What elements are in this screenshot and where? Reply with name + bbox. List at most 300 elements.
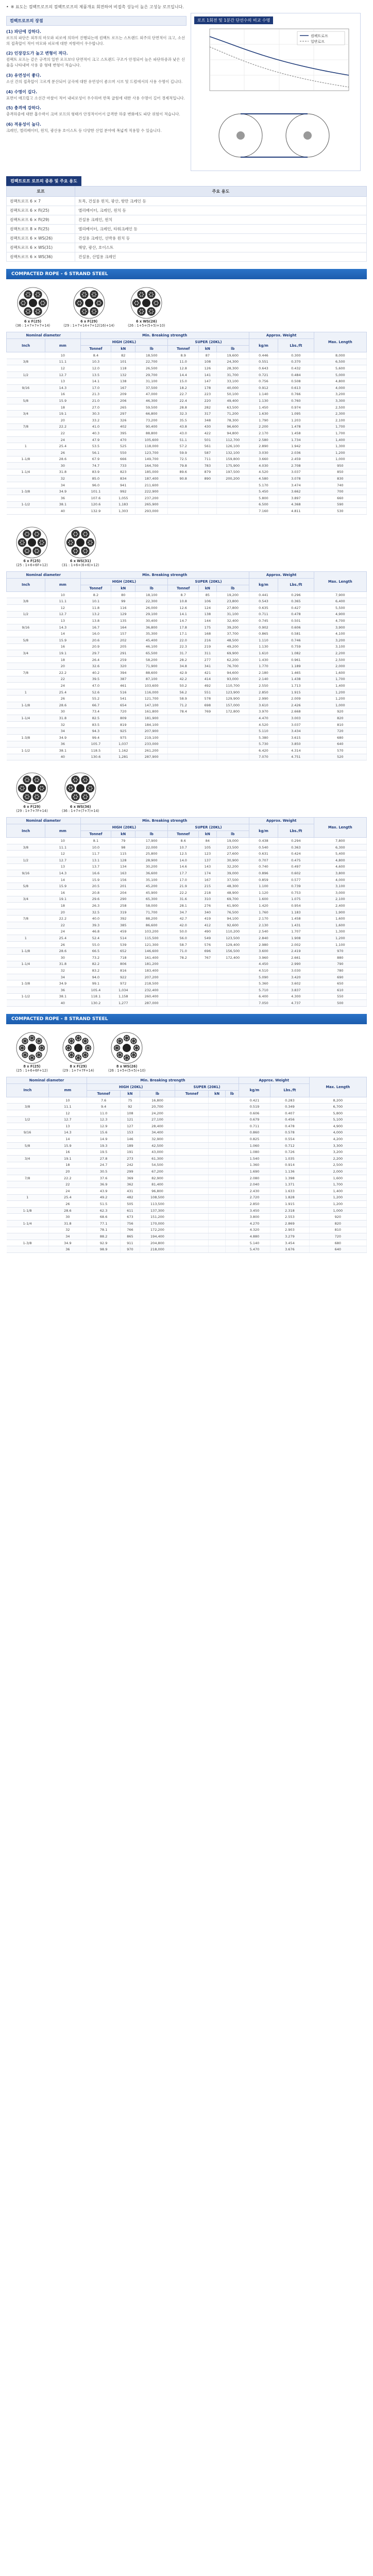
table-cell: 14.6 [168,863,199,870]
table-cell: 0.446 [249,352,278,359]
table-cell: 1,303 [111,508,135,515]
table-cell [7,1168,49,1175]
table-row [7,928,367,935]
table-cell: 16 [45,643,80,650]
table-cell: 66.7 [80,702,111,708]
table-cell: 40.0 [80,916,111,922]
table-cell: 36 [45,987,80,993]
table-cell [175,1168,209,1175]
table-cell: 673 [121,1214,140,1221]
table-cell: 90.8 [168,476,199,482]
table-row [7,508,367,515]
table-cell [7,1097,49,1104]
table-cell: 39.5 [80,676,111,683]
table-cell: 0.577 [278,876,314,883]
table-cell: 132,100 [216,449,249,456]
col-inch: Inch [7,578,45,591]
table-cell [199,987,217,993]
table-cell [7,1123,49,1130]
table-cell [168,1000,199,1007]
table-cell: 0.606 [239,1110,270,1116]
table-cell: 13 [48,1123,87,1130]
table-cell: 2.850 [239,1201,270,1208]
table-cell: 14.4 [168,371,199,378]
table-cell [175,1129,209,1136]
table-cell: 242 [121,1162,140,1168]
table-cell: 50.0 [168,928,199,935]
table-cell: 219,100 [135,734,168,741]
table-row [7,896,367,903]
table-cell: 77.1 [87,1221,121,1227]
table-cell: 0.746 [278,637,314,644]
table-cell: 1.450 [249,404,278,411]
table-cell: 20 [45,663,80,670]
table-cell: 55.0 [80,941,111,948]
spec-row [7,206,367,215]
table-cell: 3,800 [314,870,366,877]
table-cell: 4.751 [278,754,314,760]
table-cell: 30 [45,463,80,469]
table-cell: 96.0 [80,482,111,488]
spec-rope: 컴팩트로프 8 × Fi(25) [7,225,75,234]
table-cell [175,1149,209,1156]
rope-figure-formula: (26 : 1+5+(5+5)+10) [128,324,165,328]
table-cell: 4.510 [249,968,278,974]
table-cell: 79 [111,838,135,844]
table-cell: 24 [45,436,80,443]
table-cell: 4.030 [249,463,278,469]
table-cell: 175 [199,624,217,631]
table-cell: 50,100 [216,391,249,398]
table-cell: 1.100 [249,883,278,890]
table-cell: 71.0 [168,948,199,955]
table-cell [7,631,45,637]
table-cell: 149,700 [135,456,168,463]
rope-figure [15,772,48,813]
table-cell: 0.363 [278,844,314,851]
table-cell: 10.3 [80,359,111,365]
table-cell: 1.478 [278,423,314,430]
table-cell: 1,200 [314,449,366,456]
table-row [7,863,367,870]
rope-section [6,515,367,760]
table-cell: 174 [199,870,217,877]
table-cell: 126,100 [216,443,249,450]
table-cell: 287,900 [135,754,168,760]
table-cell: 157 [111,631,135,637]
table-cell: 4,000 [314,384,366,391]
table-cell: 720 [111,708,135,715]
feature-body: 로프의 파단은 외부의 마모와 피로에 의하여 진행되는데 컴팩트 로프는 스트랜드 외주의 단면적이 크고, 소선의 접촉압이 적어 마모와 피로에 대한 저항력이 우수합니다. [6,36,185,46]
table-cell: 2.990 [278,961,314,968]
table-cell: 19.1 [45,896,80,903]
table-cell [168,508,199,515]
table-cell: 48,900 [216,890,249,896]
table-cell: 216 [199,637,217,644]
table-cell: 211,600 [135,482,168,488]
table-cell [225,1123,239,1130]
table-cell: 12 [45,365,80,372]
table-cell: 89.6 [168,469,199,476]
rope-cross-section-icon [15,526,48,559]
table-cell [209,1181,225,1188]
table-cell: 10 [45,838,80,844]
table-row [7,1142,367,1149]
table-cell: 1-1/8 [7,702,45,708]
table-cell: 740 [314,482,366,488]
rope-figure [62,772,99,813]
table-cell: 30,200 [135,863,168,870]
table-cell: 38.1 [45,748,80,754]
table-cell: 99.4 [80,734,111,741]
table-cell: 34 [48,1233,87,1240]
table-cell: 2.140 [249,676,278,683]
rope-cross-section-icon [15,772,48,805]
table-cell: 24 [45,683,80,689]
table-cell: 129,400 [216,941,249,948]
table-cell: 29.7 [80,650,111,657]
table-cell: 161,800 [135,708,168,715]
table-cell: 9/16 [7,1129,49,1136]
table-row [7,689,367,696]
table-cell: 20.5 [80,883,111,890]
table-cell: 7/8 [7,423,45,430]
table-cell: 369 [121,1175,140,1181]
table-cell: 6.500 [249,501,278,508]
table-cell: 3.897 [278,495,314,502]
comparison-graph [194,26,354,104]
rope-figure-formula: (29 : 1+7+7F+14) [16,809,48,814]
table-cell: 40 [45,508,80,515]
table-cell: 1 [7,443,45,450]
table-cell: 311 [199,650,217,657]
rope-section [6,1014,367,1253]
col-mm: mm [45,339,80,352]
table-cell: 94,100 [216,916,249,922]
col-weight: Approx. Weight [249,332,314,339]
table-cell: 1-1/8 [7,1207,49,1214]
table-cell [168,734,199,741]
table-cell: 108 [121,1110,140,1116]
table-cell: 1,700 [314,423,366,430]
table-cell: 4,800 [314,857,366,864]
table-cell: 118.1 [80,993,111,1000]
table-cell: 14 [48,1136,87,1143]
table-cell: 30.5 [87,1168,121,1175]
table-cell [7,495,45,502]
table-cell [175,1104,209,1110]
table-cell: 58.9 [168,696,199,702]
table-cell: 76,700 [216,663,249,670]
table-cell [7,391,45,398]
table-cell: 1,037 [111,741,135,748]
table-cell: 14.1 [168,611,199,618]
rope-figure-name: 6 x F(25) [24,319,42,324]
table-cell: 1,162 [111,748,135,754]
table-row [7,476,367,482]
table-cell: 1,000 [309,1207,366,1214]
table-cell: 22.3 [168,643,199,650]
table-cell: 57.2 [168,443,199,450]
table-cell: 204,800 [140,1240,175,1246]
table-cell [7,876,45,883]
table-cell: 27,600 [216,851,249,857]
table-cell [225,1181,239,1188]
bullet-icon: • [6,5,9,9]
table-cell: 1.908 [278,935,314,942]
table-cell: 3.800 [239,1214,270,1221]
table-cell: 146,600 [135,948,168,955]
table-cell: 2.980 [249,941,278,948]
table-cell: 4.368 [278,501,314,508]
table-cell: 168 [199,631,217,637]
table-cell: 71,900 [135,663,168,670]
table-cell: 118,000 [135,443,168,450]
table-cell: 0.759 [278,643,314,650]
table-cell: 4.880 [239,1233,270,1240]
col-nominal: Nominal diameter [7,818,81,824]
table-cell: 90,400 [135,423,168,430]
table-cell: 1.790 [249,417,278,423]
table-row [7,754,367,760]
table-cell: 1.140 [249,391,278,398]
table-cell: 1,700 [314,676,366,683]
table-cell: 1,281 [111,754,135,760]
table-cell [168,974,199,980]
table-cell: 232,400 [135,987,168,993]
table-cell: 113,500 [140,1201,175,1208]
table-row [7,1156,367,1162]
table-cell [7,1246,49,1253]
table-cell [7,1233,49,1240]
table-cell: 570 [314,748,366,754]
table-row [7,987,367,993]
table-row [7,1201,367,1208]
table-cell: 550 [314,993,366,1000]
table-cell [7,476,45,482]
table-cell: 13.8 [80,618,111,624]
table-cell [7,863,45,870]
table-cell [7,436,45,443]
spec-row [7,234,367,243]
col-nominal: Nominal diameter [7,332,81,339]
table-cell [7,708,45,715]
table-cell: 26 [45,449,80,456]
table-cell: 1,600 [314,669,366,676]
table-cell: 0.540 [249,844,278,851]
table-cell: 71,200 [216,411,249,417]
table-cell: 0.954 [278,903,314,909]
table-cell: 58,000 [135,903,168,909]
table-cell: 3.279 [270,1233,310,1240]
table-cell: 2.661 [278,954,314,961]
table-cell: 69,900 [216,650,249,657]
table-cell: 720 [309,1233,366,1240]
table-cell: 62,200 [216,656,249,663]
table-cell: 5,600 [314,365,366,372]
table-cell: 15.9 [45,398,80,404]
table-cell: 28,400 [140,1123,175,1130]
table-cell: 4.270 [239,1221,270,1227]
table-cell: 37,700 [216,631,249,637]
table-cell: 1.458 [278,916,314,922]
table-cell: 28.6 [48,1207,87,1214]
rope-figure-formula: (36 : 1+7+(7+7)+14) [62,809,99,814]
table-cell: 12.3 [87,1116,121,1123]
table-cell [209,1156,225,1162]
table-cell: 700 [314,488,366,495]
table-cell: 7.6 [87,1097,121,1104]
table-cell: 2.170 [249,430,278,437]
table-cell: 1.633 [270,1188,310,1195]
table-cell [7,1000,45,1007]
table-row [7,1233,367,1240]
table-cell: 0.421 [239,1097,270,1104]
table-cell: 94,600 [216,669,249,676]
rope-cross-section-icon [110,1031,143,1064]
table-cell: 1.458 [278,430,314,437]
table-cell: 153 [121,1129,140,1136]
table-row [7,909,367,916]
table-cell: 27.8 [87,1156,121,1162]
table-cell: 107.6 [80,495,111,502]
table-cell [216,715,249,722]
table-cell [209,1142,225,1149]
table-cell: 972 [111,980,135,987]
feature-body: 컴팩트 로프는 같은 규격의 일반 로프보다 단면적이 크고 스트랜드 구조가 안정되어 높은 파단하중과 낮은 신율을 나타내며 사용 중 형태 변형이 적습니다. [6,57,185,68]
table-cell: 970 [314,948,366,955]
table-cell: 1.095 [278,411,314,417]
table-cell [168,482,199,488]
table-cell [7,974,45,980]
table-cell: 12.7 [48,1116,87,1123]
col-unit: lb [135,585,168,591]
table-cell [168,741,199,748]
table-cell: 189 [121,1142,140,1149]
table-cell: 4.580 [249,476,278,482]
table-cell: 1.183 [278,909,314,916]
feature-title: (3) 유연성이 좋다. [6,73,41,78]
table-row [7,631,367,637]
table-cell: 35.5 [168,417,199,423]
table-cell: 2.553 [270,1214,310,1221]
table-cell: 26,000 [135,605,168,612]
table-cell: 2.130 [249,922,278,929]
table-cell: 12.7 [45,857,80,864]
col-super: SUPER (20KL) [175,1083,239,1090]
table-cell: 1.203 [278,417,314,423]
table-cell: 1.770 [249,663,278,670]
table-cell: 16 [45,391,80,398]
table-cell [175,1110,209,1116]
table-cell: 1.130 [249,643,278,650]
col-breaking: Min. Breaking strength [80,818,249,824]
table-cell: 43.0 [168,430,199,437]
table-cell: 19,000 [216,838,249,844]
table-cell: 698 [199,702,217,708]
table-cell: 5,800 [309,1110,366,1116]
col-super: SUPER (20KL) [168,578,249,585]
table-cell: 470 [111,436,135,443]
table-row [7,378,367,385]
table-cell [209,1201,225,1208]
table-cell: 2.080 [239,1175,270,1181]
table-row [7,404,367,411]
table-cell: 101.1 [80,488,111,495]
table-cell: 5/8 [7,637,45,644]
table-cell: 197,500 [216,469,249,476]
table-cell: 1,277 [111,1000,135,1007]
table-cell: 0.484 [278,371,314,378]
table-row [7,1221,367,1227]
table-cell: 4.320 [239,1227,270,1233]
table-cell: 5/8 [7,883,45,890]
table-cell [216,482,249,488]
table-cell: 2.550 [249,683,278,689]
table-row [7,844,367,851]
table-cell: 76,500 [216,909,249,916]
table-cell: 28.1 [168,903,199,909]
table-row [7,683,367,689]
table-cell: 5,100 [309,1116,366,1123]
col-unit: kN [111,831,135,838]
table-cell: 2.002 [278,941,314,948]
table-cell: 123,500 [216,935,249,942]
table-cell [209,1149,225,1156]
table-cell: 0.896 [249,870,278,877]
col-breaking: Min. Breaking strength [80,332,249,339]
table-cell: 28,900 [135,857,168,864]
feature-item [6,122,186,134]
rope-figure-name: 6 x WS(31) [70,558,91,563]
table-cell: 2.903 [270,1227,310,1233]
table-cell: 61,900 [216,903,249,909]
table-cell: 1-1/4 [7,961,45,968]
table-cell: 40,000 [216,384,249,391]
table-cell: 218,000 [140,1246,175,1253]
table-cell: 3.037 [278,469,314,476]
table-cell: 69,700 [216,896,249,903]
table-cell: 3.662 [278,488,314,495]
table-cell: 34.9 [48,1240,87,1246]
table-cell: 19.5 [87,1149,121,1156]
spec-use: 엘리베이터, 크레인, 윈치 등 [75,206,367,215]
table-cell: 660 [314,495,366,502]
table-cell: 0.296 [278,591,314,598]
table-cell: 47.9 [80,436,111,443]
table-cell [209,1240,225,1246]
table-cell: 42,500 [140,1142,175,1149]
table-cell: 10.8 [168,598,199,605]
legend-normal: 일반로프 [311,40,325,44]
table-cell: 15.9 [45,883,80,890]
table-row [7,851,367,857]
table-cell: 265,900 [135,501,168,508]
table-cell: 0.740 [249,863,278,870]
table-cell [225,1149,239,1156]
table-cell: 54,500 [140,1162,175,1168]
table-cell [7,365,45,372]
table-cell: 0.370 [278,359,314,365]
table-cell: 10 [48,1097,87,1104]
col-nominal: Nominal diameter [7,1077,87,1083]
table-cell: 22,000 [135,844,168,851]
table-cell: 218 [199,890,217,896]
table-cell: 15.9 [80,876,111,883]
table-cell [7,591,45,598]
table-cell: 12.7 [45,371,80,378]
table-cell: 21.9 [168,883,199,890]
